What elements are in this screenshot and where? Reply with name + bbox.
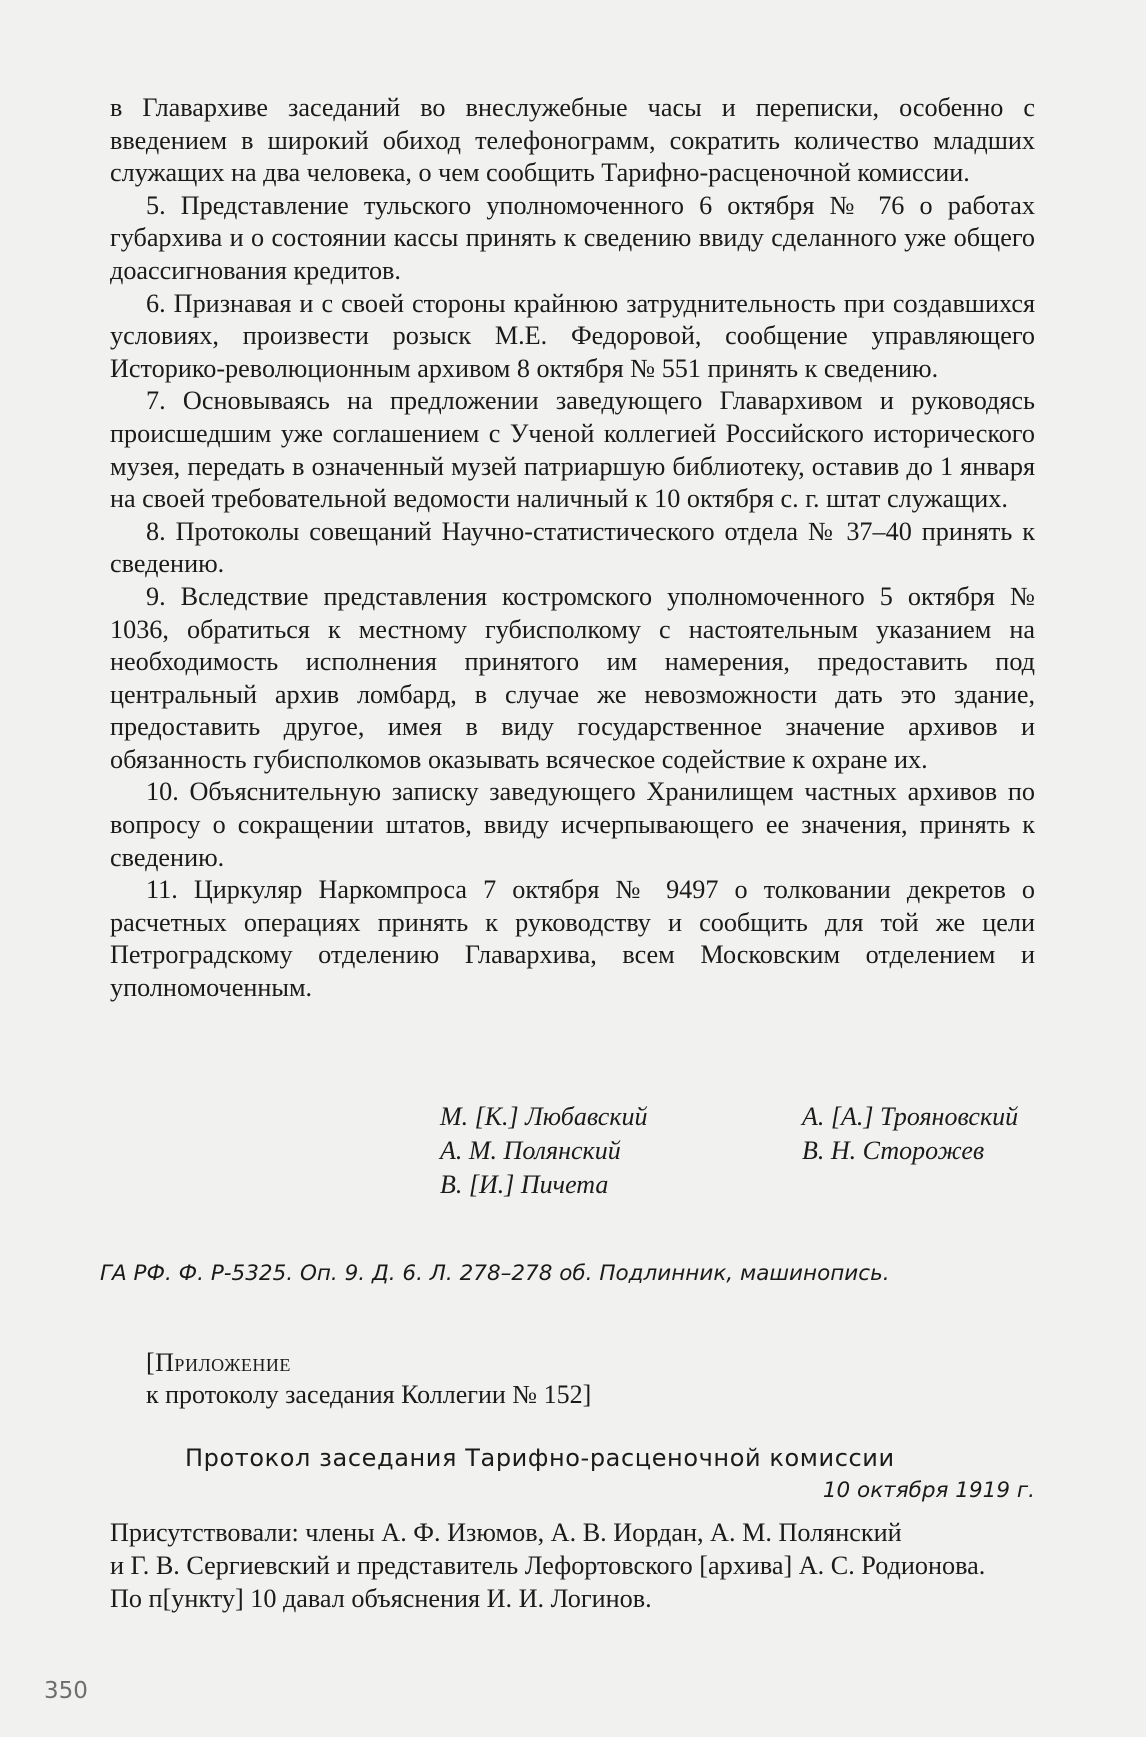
paragraph-item-6: 6. Признавая и с своей стороны крайнюю затруднительность при создавшихся условиях, произвести розыск М.Е. Федоровой, сообщение управляющего Историко-революционным архивом 8 октября № 551 принять к сведению.	[110, 288, 1035, 383]
signature-picheta: В. [И.] Пичета	[440, 1170, 609, 1199]
signature-lyubavsky: М. [К.] Любавский	[440, 1102, 648, 1131]
paragraph-item-11: 11. Циркуляр Наркомпроса 7 октября № 9497 о толковании декретов о расчетных операциях принять к руководству и сообщить для той же цели Петроградскому отделению Главархива, всем Московским отделением и уполномоченным.	[110, 875, 1035, 1003]
paragraph-item-7: 7. Основываясь на предложении заведующего Главархивом и руководясь происшедшим уже соглашением с Ученой коллегией Российского исторического музея, передать в означенный музей патриаршую библиотеку, оставив до 1 января на своей требовательной ведомости наличный к 10 октября с. г. штат служащих.	[110, 386, 1035, 514]
appendix-label: [Приложение	[146, 1348, 291, 1377]
main-text	[110, 92, 1035, 1005]
protocol-date: 10 октября 1919 г.	[822, 1478, 1035, 1503]
attendees-line: и Г. В. Сергиевский и представитель Лефортовского [архива] А. С. Родионова.	[110, 1551, 986, 1580]
signatures-block	[440, 1100, 1040, 1202]
attendees-line: По п[ункту] 10 давал объяснения И. И. Логинов.	[110, 1584, 652, 1613]
signature-polyansky: А. М. Полянский	[440, 1136, 621, 1165]
paragraph-item-8: 8. Протоколы совещаний Научно-статистического отдела № 37–40 принять к сведению.	[110, 516, 1035, 579]
signature-storozhev: В. Н. Сторожев	[802, 1136, 985, 1165]
attendees-block	[110, 1516, 1035, 1615]
signature-troyanovsky: А. [А.] Трояновский	[802, 1102, 1019, 1131]
paragraph-item-9: 9. Вследствие представления костромского уполномоченного 5 октября № 1036, обратиться к местному губисполкому с настоятельным указанием на необходимость исполнения принятого им намерения, предоставить под центральный архив ломбард, в случае же невозможности дать это здание, предоставить другое, имея в виду государственное значение архивов и обязанность губисполкомов оказывать всяческое содействие к охране их.	[110, 581, 1035, 774]
page-number: 350	[44, 1678, 88, 1704]
signature-row	[440, 1100, 1040, 1134]
protocol-title: Протокол заседания Тарифно-расценочной комиссии	[185, 1444, 895, 1472]
paragraph-continuation: в Главархиве заседаний во внеслужебные часы и переписки, особенно с введением в широкий обиход телефонограмм, сократить количество младших служащих на два человека, о чем сообщить Тарифно-расценочной комиссии.	[110, 93, 1035, 188]
appendix-heading	[146, 1347, 1026, 1411]
attendees-line: Присутствовали: члены А. Ф. Изюмов, А. В. Иордан, А. М. Полянский	[110, 1518, 902, 1547]
appendix-subtitle: к протоколу заседания Коллегии № 152]	[146, 1380, 592, 1409]
paragraph-item-10: 10. Объяснительную записку заведующего Хранилищем частных архивов по вопросу о сокращении штатов, ввиду исчерпывающего ее значения, принять к сведению.	[110, 777, 1035, 872]
archive-reference: ГА РФ. Ф. Р-5325. Оп. 9. Д. 6. Л. 278–278 об. Подлинник, машинопись.	[100, 1261, 890, 1286]
paragraph-item-5: 5. Представление тульского уполномоченного 6 октября № 76 о работах губархива и о состоянии кассы принять к сведению ввиду сделанного уже общего доассигнования кредитов.	[110, 190, 1035, 285]
signature-row	[440, 1134, 1040, 1168]
signature-row	[440, 1168, 1040, 1202]
